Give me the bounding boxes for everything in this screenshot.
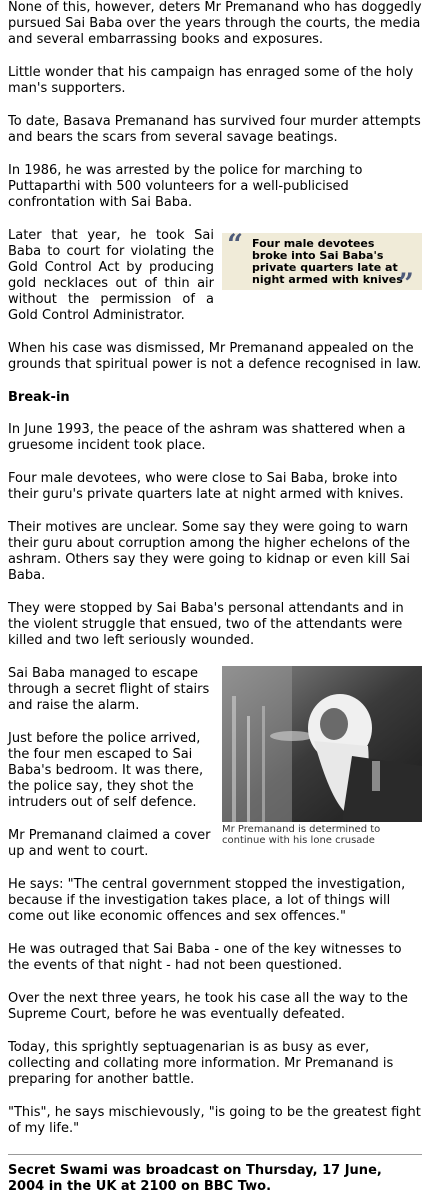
footer-divider bbox=[8, 1154, 422, 1155]
photo-figure bbox=[222, 666, 422, 846]
paragraph: He was outraged that Sai Baba - one of the key witnesses to the events of that night - had not been questioned. bbox=[8, 942, 402, 973]
paragraph: He says: "The central government stopped the investigation, because if the investigation takes place, a lot of things will come out like economic offences and sex offences." bbox=[8, 877, 406, 924]
pull-quote bbox=[222, 228, 422, 300]
premanand-photo bbox=[222, 666, 422, 822]
photo-caption: Mr Premanand is determined to continue with his lone crusade bbox=[222, 824, 381, 846]
paragraph: In 1986, he was arrested by the police for marching to Puttaparthi with 500 volunteers for a well-publicised confrontation with Sai Baba. bbox=[8, 163, 363, 210]
paragraph: None of this, however, deters Mr Premanand who has doggedly pursued Sai Baba over the years through the courts, the media and several embarrassing books and exposures. bbox=[8, 0, 422, 47]
paragraph: Their motives are unclear. Some say they were going to warn their guru about corruption among the higher echelons of the ashram. Others say they were going to kidnap or even kill Sai Baba. bbox=[8, 520, 411, 583]
paragraph: Over the next three years, he took his case all the way to the Supreme Court, before he was eventually defeated. bbox=[8, 991, 408, 1022]
paragraph: "This", he says mischievously, "is going to be the greatest fight of my life." bbox=[8, 1105, 421, 1136]
paragraph: To date, Basava Premanand has survived four murder attempts and bears the scars from several savage beatings. bbox=[8, 114, 421, 145]
pull-quote-text: Four male devotees broke into Sai Baba's private quarters late at night armed with knives bbox=[252, 237, 403, 286]
broadcast-note: Secret Swami was broadcast on Thursday, 17 June, 2004 in the UK at 2100 on BBC Two. bbox=[8, 1163, 382, 1194]
paragraph: Mr Premanand claimed a cover up and went to court. bbox=[8, 828, 211, 859]
close-quote-icon: ” bbox=[397, 267, 414, 300]
open-quote-icon: “ bbox=[227, 228, 244, 261]
paragraph: Today, this sprightly septuagenarian is as busy as ever, collecting and collating more information. Mr Premanand is preparing for another battle. bbox=[8, 1040, 394, 1087]
subheading: Break-in bbox=[8, 390, 70, 405]
paragraph: Little wonder that his campaign has enraged some of the holy man's supporters. bbox=[8, 65, 414, 96]
paragraph: Just before the police arrived, the four men escaped to Sai Baba's bedroom. It was there, the police say, they shot the intruders out of self defence. bbox=[8, 731, 204, 810]
paragraph: They were stopped by Sai Baba's personal attendants and in the violent struggle that ensued, two of the attendants were killed and two left seriously wounded. bbox=[8, 601, 404, 648]
paragraph: Later that year, he took Sai Baba to court for violating the Gold Control Act by producing gold necklaces out of thin air without the permission of a Gold Control Administrator. bbox=[8, 228, 214, 323]
paragraph: Sai Baba managed to escape through a secret flight of stairs and raise the alarm. bbox=[8, 666, 210, 713]
paragraph: In June 1993, the peace of the ashram was shattered when a gruesome incident took place. bbox=[8, 422, 406, 453]
paragraph: When his case was dismissed, Mr Premanand appealed on the grounds that spiritual power is not a defence recognised in law. bbox=[8, 341, 422, 372]
paragraph: Four male devotees, who were close to Sai Baba, broke into their guru's private quarters late at night armed with knives. bbox=[8, 471, 404, 502]
